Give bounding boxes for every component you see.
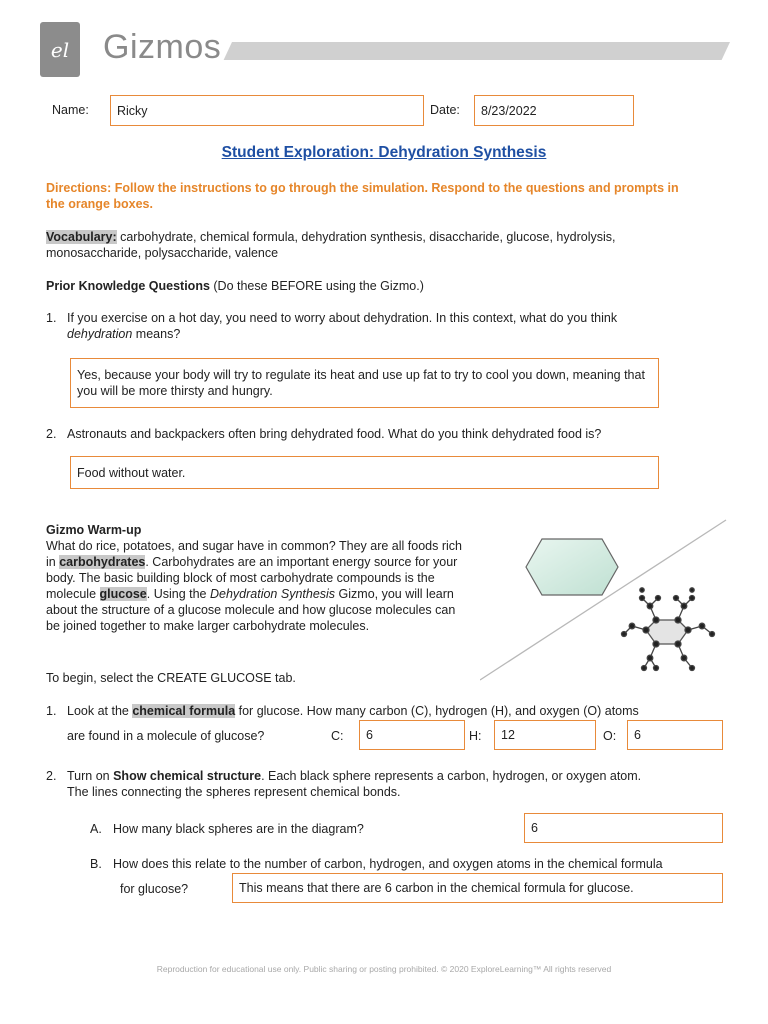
sub-question-b-label: B. [90,857,102,871]
copyright-footer: Reproduction for educational use only. Public sharing or posting prohibited. © 2020 ExploreLearning™ All rights reserved [156,964,612,974]
gizmo-name: Dehydration Synthesis [209,587,336,601]
term-carbohydrates: carbohydrates [59,555,146,569]
sub-question-b-text: How does this relate to the number of carbon, hydrogen, and oxygen atoms in the chemical formula [113,857,663,871]
sub-question-a-label: A. [90,822,102,836]
glucose-structure-icon [622,588,715,671]
begin-instruction: To begin, select the CREATE GLUCOSE tab. [46,671,296,685]
directions: Directions: Follow the instructions to go through the simulation. Respond to the questions and prompts in the orange boxes. [46,181,679,211]
carbon-count-value: 6 [366,728,373,742]
question-1-line-2: means? [132,327,181,341]
carbon-count-field[interactable] [359,720,465,750]
question-1-text [67,310,707,342]
warmup-text-2: . Carbohydrates are an important energy source for your body. The basic building block of most carbohydrate compounds is the molecule [46,555,458,601]
question-2-text: Astronauts and backpackers often bring dehydrated food. What do you think dehydrated food is? [67,427,602,441]
page-title: Student Exploration: Dehydration Synthesis [221,144,547,161]
oxygen-count-value: 6 [634,728,641,742]
warmup-text-3: . Using the [146,587,210,601]
hydrogen-count-value: 12 [501,728,515,742]
sub-question-b-text-2: for glucose? [120,882,189,896]
question-2-number: 2. [46,427,57,441]
header-stripe [224,42,730,60]
name-label: Name: [52,103,89,117]
answer-1-text: Yes, because your body will try to regulate its heat and use up fat to try to cool you down, meaning that you will be more thirsty and hungry. [77,368,645,398]
vocabulary [46,229,696,261]
struct-text-b: . Each black sphere represents a carbon, hydrogen, or oxygen atom. [261,769,642,783]
prior-heading-text: Prior Knowledge Questions [46,279,210,293]
chem-text-a: Look at the [67,704,133,718]
date-value: 8/23/2022 [481,103,537,118]
question-chem-text-2: are found in a molecule of glucose? [67,729,265,743]
vocabulary-list: carbohydrate, chemical formula, dehydration synthesis, disaccharide, glucose, hydrolysis, monosaccharide, polysaccharide, valence [46,230,616,260]
hydrogen-label: H: [469,729,482,743]
gizmos-brand: Gizmos [103,28,222,66]
term-chemical-formula: chemical formula [132,704,236,718]
warmup-text-4: Gizmo, you will learn about the structure of a glucose molecule and how glucose molecules can be joined together to make larger carbohydrate molecules. [46,587,456,633]
sub-answer-a-field[interactable] [524,813,723,843]
prior-knowledge-heading [46,278,696,294]
question-chem-text [67,703,727,719]
chem-text-b: for glucose. How many carbon (C), hydrogen (H), and oxygen (O) atoms [235,704,639,718]
struct-text-c: The lines connecting the spheres represent chemical bonds. [67,785,401,799]
sub-answer-b-value: This means that there are 6 carbon in the chemical formula for glucose. [239,881,634,895]
question-struct-text [67,768,737,800]
explorelearning-logo: el [40,22,80,77]
oxygen-label: O: [603,729,617,743]
answer-2-box[interactable] [70,456,659,489]
name-value: Ricky [117,103,148,118]
glucose-hexagon-icon [526,539,618,595]
struct-text-a: Turn on [67,769,114,783]
vocabulary-label: Vocabulary: [46,230,117,244]
glucose-illustration [480,518,730,688]
warmup-paragraph [46,538,470,634]
question-chem-number: 1. [46,704,57,718]
warmup-heading: Gizmo Warm-up [46,523,142,537]
prior-heading-note: (Do these BEFORE using the Gizmo.) [209,279,424,293]
warmup-text-1: What do rice, potatoes, and sugar have in common? They are all foods rich in [46,539,462,569]
hydrogen-count-field[interactable] [494,720,596,750]
sub-answer-b-field[interactable] [232,873,723,903]
date-field[interactable] [474,95,634,126]
sub-question-a-text: How many black spheres are in the diagram? [113,822,364,836]
answer-1-box[interactable] [70,358,659,408]
question-struct-number: 2. [46,769,57,783]
carbon-label: C: [331,729,344,743]
date-label: Date: [430,103,460,117]
question-1-number: 1. [46,311,57,325]
question-1-term: dehydration [67,327,133,341]
answer-2-text: Food without water. [77,465,186,480]
term-show-chemical-structure: Show chemical structure [113,769,262,783]
question-1-line-1: If you exercise on a hot day, you need to worry about dehydration. In this context, what do you think [67,311,618,325]
term-glucose: glucose [99,587,147,601]
sub-answer-a-value: 6 [531,821,538,835]
oxygen-count-field[interactable] [627,720,723,750]
name-field[interactable] [110,95,424,126]
